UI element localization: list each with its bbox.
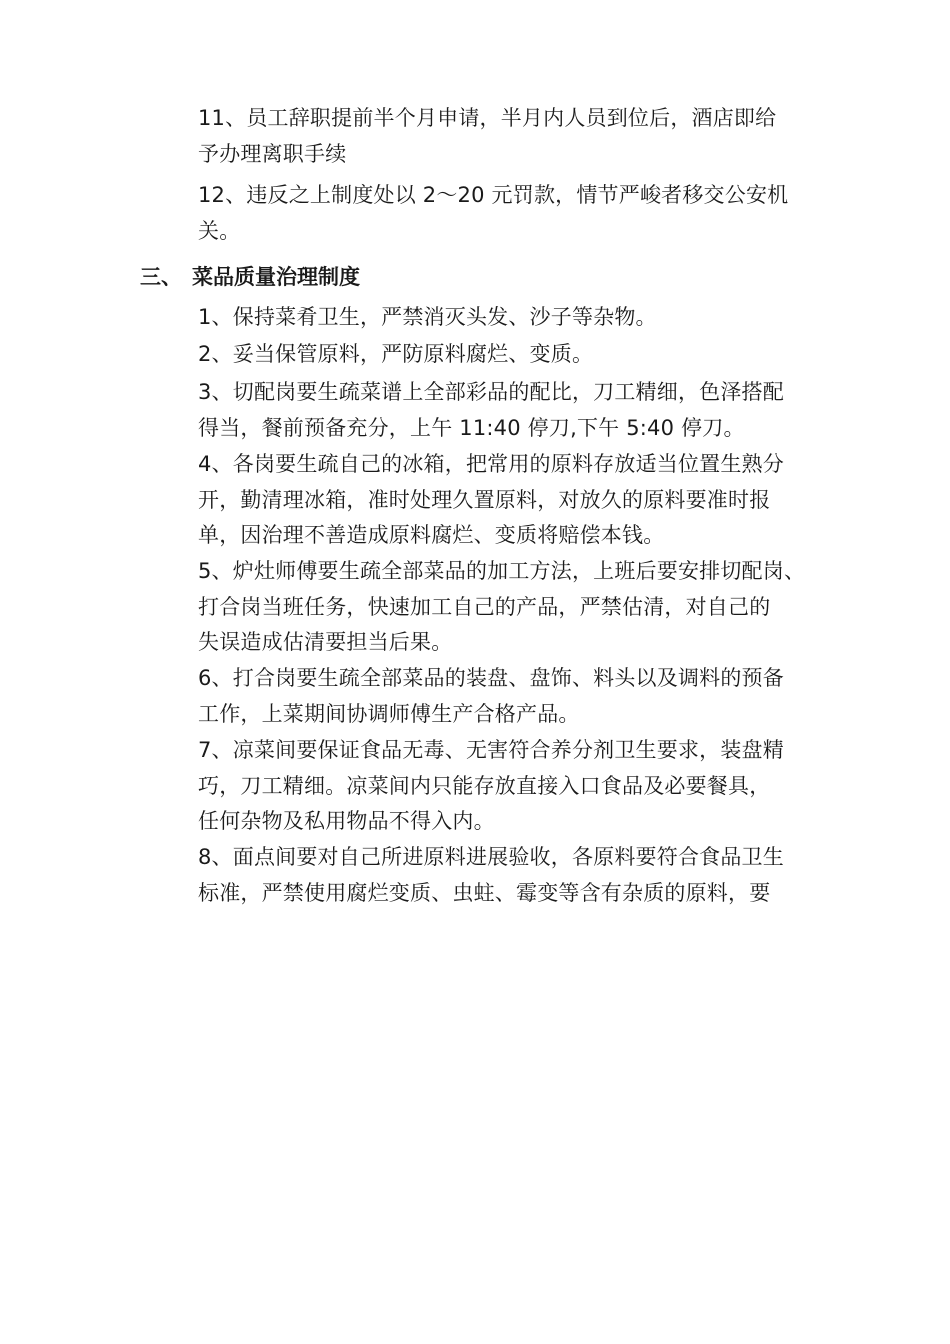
quality-item-3 — [198, 375, 828, 446]
section-title: 菜品质量治理制度 — [192, 265, 360, 289]
text-line: 5、炉灶师傅要生疏全部菜品的加工方法，上班后要安排切配岗、 — [198, 559, 806, 583]
text-line: 2、妥当保管原料，严防原料腐烂、变质。 — [198, 342, 594, 366]
quality-item-7 — [198, 733, 828, 840]
text-line: 标准，严禁使用腐烂变质、虫蛀、霉变等含有杂质的原料，要 — [198, 880, 771, 905]
text-line: 7、凉菜间要保证食品无毒、无害符合养分剂卫生要求，装盘精 — [198, 738, 784, 762]
text-line: 工作，上菜期间协调师傅生产合格产品。 — [198, 701, 580, 726]
rule-item-12 — [198, 178, 828, 249]
text-line: 单，因治理不善造成原料腐烂、变质将赔偿本钱。 — [198, 523, 665, 547]
quality-item-6 — [198, 661, 828, 732]
rule-item-11 — [198, 101, 828, 172]
text-line: 4、各岗要生疏自己的冰箱，把常用的原料存放适当位置生熟分 — [198, 452, 784, 476]
quality-item-5 — [198, 554, 828, 661]
text-line: 6、打合岗要生疏全部菜品的装盘、盘饰、料头以及调料的预备 — [198, 666, 784, 690]
text-line: 失误造成估清要担当后果。 — [198, 630, 453, 654]
text-line: 1、保持菜肴卫生，严禁消灭头发、沙子等杂物。 — [198, 305, 657, 329]
text-line: 开，勤清理冰箱，准时处理久置原料，对放久的原料要准时报 — [198, 487, 771, 512]
text-line: 12、违反之上制度处以 2～20 元罚款，情节严峻者移交公安机 — [198, 183, 789, 207]
text-line: 任何杂物及私用物品不得入内。 — [198, 809, 495, 833]
quality-item-2 — [198, 337, 828, 373]
quality-item-4 — [198, 447, 828, 554]
text-line: 8、面点间要对自己所进原料进展验收，各原料要符合食品卫生 — [198, 845, 784, 869]
text-line: 3、切配岗要生疏菜谱上全部彩品的配比，刀工精细，色泽搭配 — [198, 380, 784, 404]
section-number: 三、 — [140, 265, 182, 289]
quality-item-8 — [198, 840, 828, 911]
text-line: 得当，餐前预备充分，上午 11:40 停刀,下午 5:40 停刀。 — [198, 415, 745, 440]
text-line: 11、员工辞职提前半个月申请，半月内人员到位后，酒店即给 — [198, 106, 777, 130]
quality-item-1 — [198, 300, 828, 336]
text-line: 打合岗当班任务，快速加工自己的产品，严禁估清，对自己的 — [198, 594, 771, 619]
text-line: 予办理离职手续 — [198, 141, 347, 166]
text-line: 关。 — [198, 218, 241, 243]
section-heading — [140, 259, 360, 295]
text-line: 巧，刀工精细。凉菜间内只能存放直接入口食品及必要餐具， — [198, 773, 771, 798]
